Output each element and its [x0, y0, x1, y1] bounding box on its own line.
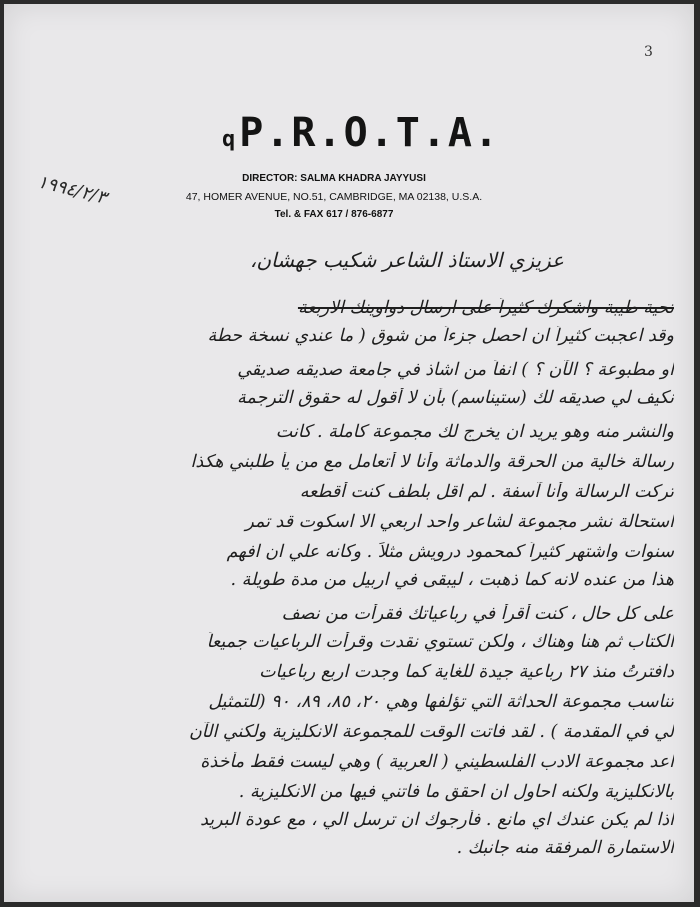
handwritten-date: ١٩٩٤/٢/٣: [35, 171, 109, 209]
letter-line: تحية طيبة واشكرك كثيراً على ارسال دواوينك الاربعة: [297, 298, 674, 318]
letter-line: اعد مجموعة الادب الفلسطيني ( العربية ) وهي ليست فقط مأخذة: [200, 752, 674, 772]
letter-line: او مطبوعة ؟ الآن ؟ ) انفاً من اشاذ في جامعة صديقه صديقي: [237, 360, 674, 380]
letter-line: استحالة نشر مجموعة لشاعر واحد اربعي الا اسكوت قد تمر: [245, 512, 674, 532]
letter-sheet: [4, 4, 694, 902]
letter-line: تركت الرسالة وأنا آسفة . لم اقل بلطف كنت أقطعه: [299, 482, 674, 502]
letter-line: رسالة خالية من الحرقة والدماثة وأنا لا أتعامل مع من يأ طلبني هكذا: [190, 452, 674, 472]
letter-line: تناسب مجموعة الحداثة التي تؤلفها وهي ٢٠، ٨٥، ٨٩، ٩٠ (للتمثيل: [208, 692, 674, 712]
letter-line: اذا لم يكن عندك اي مانع . فأرجوك ان ترسل الي ، مع عودة البريد: [200, 810, 674, 830]
salutation: عزيزي الاستاذ الشاعر شكيب جهشان،: [249, 248, 564, 272]
logo-prefix: q: [222, 127, 238, 152]
letter-line: الاستمارة المرفقة منه جانبك .: [456, 838, 674, 858]
letter-line: الكتاب ثم هنا وهناك ، ولكن تستوي نقدت وقرأت الرباعيات جميعاً: [206, 632, 674, 652]
letter-line: سنوات واشتهر كثيراً كمحمود درويش مثلاً . وكانه علي ان افهم: [226, 542, 674, 562]
letter-line: بالانكليزية ولكنه احاول ان احقق ما فاتني فيها من الانكليزية .: [238, 782, 674, 802]
letter-line: والنشر منه وهو يريد ان يخرج لك مجموعة كاملة . كانت: [275, 422, 674, 442]
letter-line: هذا من عنده لانه كما ذهبت ، ليبقى في اربيل من مدة طويلة .: [230, 570, 674, 590]
logo-text: P.R.O.T.A.: [239, 110, 501, 156]
letter-line: لي في المقدمة ) . لقد فاتت الوقت للمجموعة الانكليزية ولكني الآن: [188, 722, 674, 742]
letter-line: وقد اعجبت كثيراً ان احصل جزءاً من شوق ( ما عندي نسخة حطة: [207, 326, 674, 346]
letterhead-block: [164, 170, 504, 224]
letter-line: على كل حال ، كنت أقرأ في رباعياتك فقرأت من نصف: [281, 604, 674, 624]
letterhead-contact: Tel. & FAX 617 / 876-6877: [274, 209, 394, 220]
prota-logo: [222, 110, 522, 158]
letter-line: نكيف لي صديقه لك (ستيناسم) بأن لا أقول له حقوق الترجمة: [237, 388, 674, 408]
letterhead-address: 47, HOMER AVENUE, NO.51, CAMBRIDGE, MA 02138, U.S.A.: [185, 191, 483, 203]
letter-line: دافترتُ منذ ٢٧ رباعية جيدة للغاية كما وجدت اربع رباعيات: [259, 662, 674, 682]
corner-mark: 3: [644, 44, 653, 60]
letterhead-director: DIRECTOR: SALMA KHADRA JAYYUSI: [242, 173, 426, 184]
